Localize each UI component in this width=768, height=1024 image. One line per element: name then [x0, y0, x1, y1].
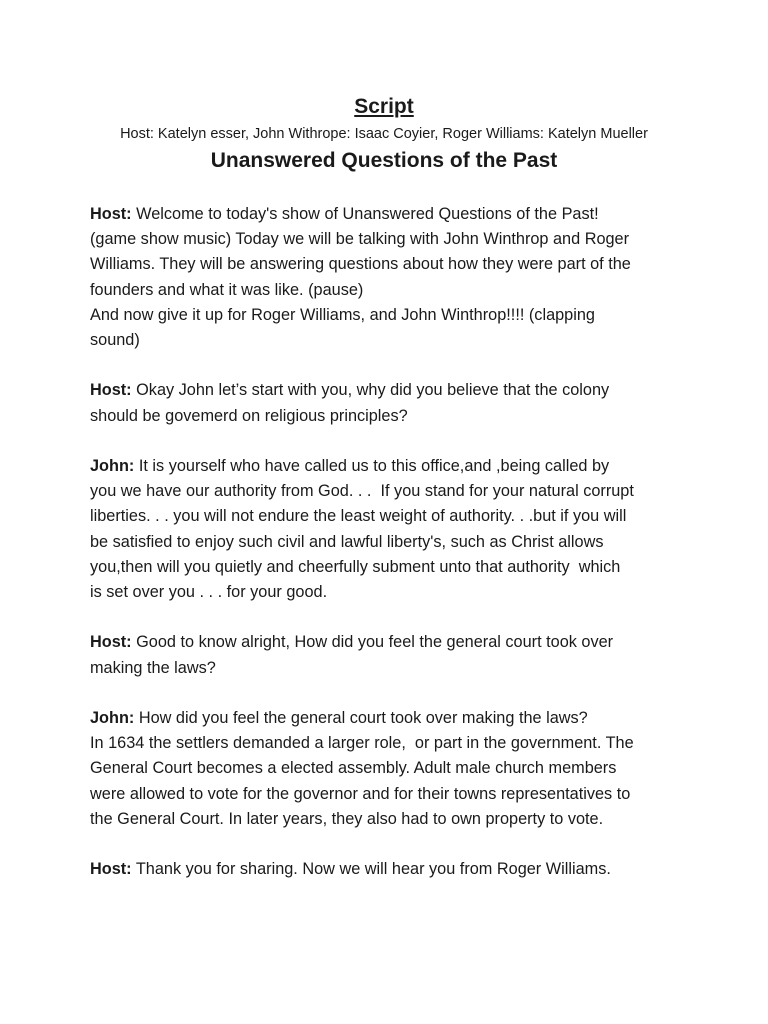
dialogue-line — [90, 555, 690, 580]
line-text: Welcome to today's show of Unanswered Questions of the Past! — [131, 205, 599, 223]
line-text: (game show music) Today we will be talking with John Winthrop and Roger — [90, 230, 630, 249]
speaker-label: Host: — [90, 381, 132, 400]
line-text: Thank you for sharing. Now we will hear you from Roger Williams. — [131, 860, 611, 879]
dialogue-body — [90, 202, 690, 908]
dialogue-line — [90, 706, 690, 731]
cast-list: Host: Katelyn esser, John Withrope: Isaac Coyier, Roger Williams: Katelyn Mueller — [120, 126, 648, 142]
line-text: Good to know alright, How did you feel the general court took over — [131, 633, 614, 652]
line-text: you we have our authority from God. . . If you stand for your natural corrupt — [90, 482, 634, 501]
speaker-label: John: — [90, 457, 135, 475]
dialogue-line — [90, 530, 690, 555]
line-text: were allowed to vote for the governor and for their towns representatives to — [90, 784, 631, 803]
line-text: General Court becomes a elected assembly. Adult male church members — [90, 759, 617, 778]
dialogue-paragraph — [90, 454, 690, 605]
dialogue-line — [90, 252, 690, 277]
line-text: It is yourself who have called us to this office,and ,being called by — [134, 457, 610, 475]
dialogue-paragraph — [90, 706, 690, 832]
dialogue-line — [90, 580, 690, 605]
dialogue-paragraph — [90, 202, 690, 353]
speaker-label: Host: — [90, 205, 132, 223]
dialogue-line — [90, 504, 690, 529]
dialogue-line — [90, 807, 690, 832]
speaker-label: Host: — [90, 860, 132, 879]
speaker-label: Host: — [90, 633, 132, 652]
dialogue-line — [90, 656, 690, 681]
dialogue-line — [90, 756, 690, 781]
dialogue-paragraph — [90, 857, 690, 882]
dialogue-line — [90, 404, 690, 429]
dialogue-line — [90, 278, 690, 303]
dialogue-paragraph — [90, 630, 690, 680]
line-text: sound) — [90, 331, 140, 350]
line-text: Williams. They will be answering questions about how they were part of the — [90, 255, 631, 274]
line-text: In 1634 the settlers demanded a larger role, or part in the government. The — [90, 734, 634, 753]
line-text: liberties. . . you will not endure the least weight of authority. . .but if you will — [90, 507, 627, 526]
document-title: Script — [354, 95, 414, 118]
dialogue-line — [90, 857, 690, 882]
line-text: be satisfied to enjoy such civil and lawful liberty's, such as Christ allows — [90, 532, 604, 551]
dialogue-line — [90, 782, 690, 807]
line-text: making the laws? — [90, 658, 216, 677]
document-subtitle: Unanswered Questions of the Past — [210, 149, 558, 172]
dialogue-paragraph — [90, 378, 690, 428]
speaker-label: John: — [90, 709, 135, 727]
dialogue-line — [90, 454, 690, 479]
dialogue-line — [90, 202, 690, 227]
dialogue-line — [90, 731, 690, 756]
line-text: should be govemerd on religious principles? — [90, 406, 408, 425]
dialogue-line — [90, 328, 690, 353]
dialogue-line — [90, 378, 690, 403]
dialogue-line — [90, 479, 690, 504]
line-text: you,then will you quietly and cheerfully subment unto that authority which — [90, 557, 621, 576]
dialogue-line — [90, 227, 690, 252]
line-text: founders and what it was like. (pause) — [90, 280, 364, 299]
line-text: How did you feel the general court took over making the laws? — [134, 709, 588, 727]
dialogue-line — [90, 303, 690, 328]
line-text: is set over you . . . for your good. — [90, 583, 328, 602]
line-text: And now give it up for Roger Williams, and John Winthrop!!!! (clapping — [90, 305, 595, 324]
dialogue-line — [90, 630, 690, 655]
line-text: the General Court. In later years, they also had to own property to vote. — [90, 809, 604, 828]
line-text: Okay John let’s start with you, why did you believe that the colony — [131, 381, 610, 400]
